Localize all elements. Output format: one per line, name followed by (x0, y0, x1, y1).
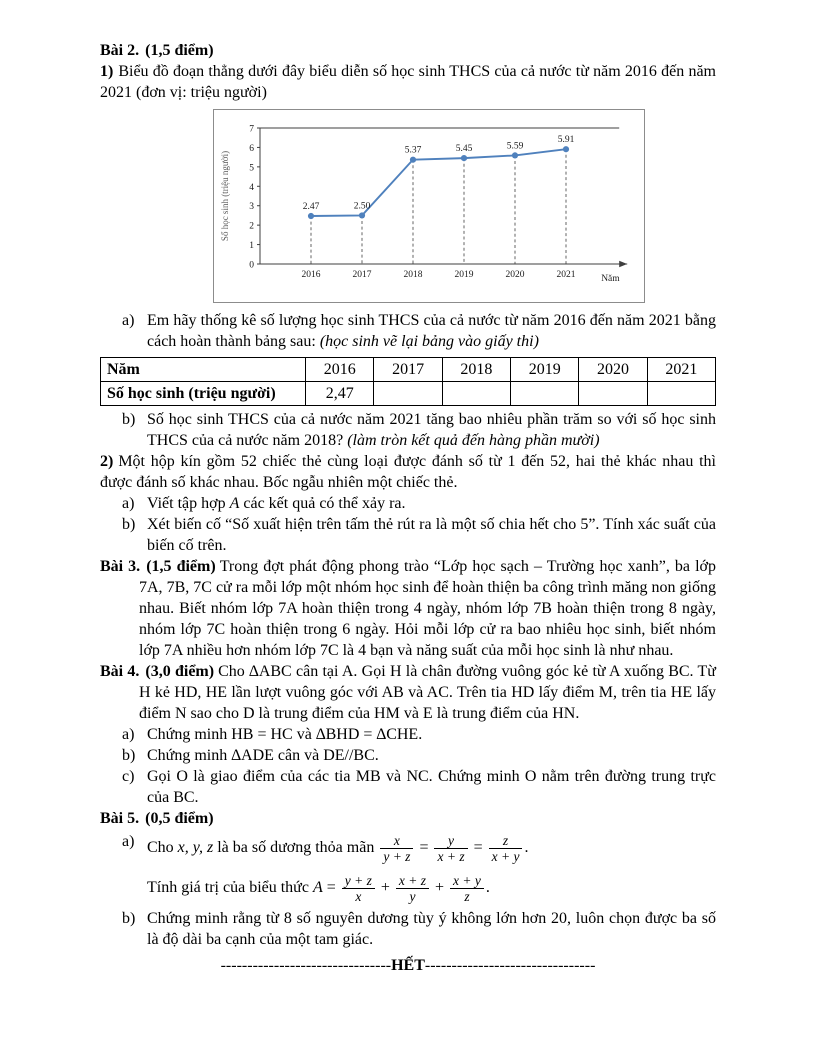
item-text: Chứng minh rằng từ 8 số nguyên dương tùy ý không lớn hơn 20, luôn chọn được ba số là độ dài ba cạnh của một tam giác. (147, 910, 716, 948)
table-cell-year: 2021 (647, 358, 715, 382)
svg-text:3: 3 (249, 202, 254, 213)
bai5-title: Bài 5. (100, 810, 140, 827)
bai3-points: (1,5 điểm) (146, 558, 216, 575)
fraction-denominator: x (342, 888, 375, 904)
fraction (434, 833, 467, 864)
bai2-item-b (122, 409, 716, 451)
svg-text:0: 0 (249, 260, 254, 271)
item-label: a) (122, 495, 135, 512)
item-body (147, 745, 716, 766)
part1-text: Biểu đồ đoạn thẳng dưới đây biểu diễn số học sinh THCS của cả nước từ năm 2016 đến năm 2021 (đơn vị: triệu người) (100, 63, 716, 101)
svg-text:2.50: 2.50 (353, 201, 371, 212)
fraction (396, 873, 429, 904)
item-text: Viết tập hợp (147, 495, 230, 512)
svg-text:7: 7 (249, 124, 254, 135)
svg-text:5.91: 5.91 (557, 135, 575, 146)
fraction-numerator: x + y (453, 873, 481, 888)
bai5-item-a (122, 831, 716, 866)
fraction-numerator: z (502, 833, 509, 848)
bai5-heading (100, 808, 716, 829)
svg-text:1: 1 (249, 241, 254, 252)
fraction-numerator: y (448, 833, 455, 848)
bai2-part1-paragraph (100, 61, 716, 103)
bai4-paragraph (100, 661, 716, 724)
svg-text:2020: 2020 (505, 270, 525, 280)
item-body (147, 493, 716, 514)
fraction (450, 873, 484, 904)
item-label: a) (122, 833, 135, 850)
fraction (380, 833, 413, 864)
bai2-points: (1,5 điểm) (145, 42, 214, 59)
item-text: Gọi O là giao điểm của các tia MB và NC. Chứng minh O nằm trên đường trung trực của BC. (147, 768, 716, 806)
statistics-table (100, 357, 716, 406)
table-cell-value (579, 382, 647, 406)
table-cell-value (511, 382, 579, 406)
bai2-part2-item-a (122, 493, 716, 514)
end-dashes-right: -------------------------------- (424, 957, 596, 974)
bai3-title: Bài 3. (100, 558, 141, 575)
bai4-text: Cho ∆ABC cân tại A. Gọi H là chân đường vuông góc kẻ từ A xuống BC. Từ H kẻ HD, HE lần lượt vuông góc với AB và AC. Trên tia HD lấy điểm M, trên tia HE lấy điểm N sao cho D là trung điểm của HM và E là trung điểm của HN. (139, 663, 716, 722)
item-a-note: (học sinh vẽ lại bảng vào giấy thi) (319, 333, 539, 350)
bai4-item-c (122, 766, 716, 808)
bai2-item-a (122, 310, 716, 352)
table-cell-value (442, 382, 510, 406)
item-text: Chứng minh ∆ADE cân và DE//BC. (147, 747, 379, 764)
table-cell-value (647, 382, 715, 406)
item-body (147, 831, 716, 866)
table-cell-year: 2016 (306, 358, 374, 382)
equals-sign: = (419, 839, 429, 857)
math-variables: x, y, z (177, 839, 214, 857)
svg-text:Năm: Năm (601, 274, 620, 284)
item-b-text: Số học sinh THCS của cả nước năm 2021 tăng bao nhiêu phần trăm so với số học sinh THCS của cả nước năm 2018? (147, 411, 716, 449)
end-label: HẾT (391, 957, 425, 974)
equals-sign: = (326, 879, 336, 897)
math-variable-A: A (312, 879, 323, 897)
item-body (147, 766, 716, 808)
svg-text:5.59: 5.59 (506, 141, 524, 152)
item-text: Cho (147, 839, 178, 857)
bai2-part2-item-b (122, 514, 716, 556)
end-line (100, 955, 716, 976)
bai4-title: Bài 4. (100, 663, 140, 680)
fraction-denominator: y + z (380, 848, 413, 864)
bai2-heading (100, 40, 716, 61)
bai5-expression-line (147, 871, 716, 906)
bai3-paragraph (100, 556, 716, 661)
table-header-row (101, 358, 716, 382)
item-label: b) (122, 516, 136, 533)
svg-text:2021: 2021 (556, 270, 576, 280)
svg-text:5: 5 (249, 163, 254, 174)
item-body (147, 409, 716, 451)
svg-text:2017: 2017 (352, 270, 372, 280)
fraction-denominator: x + z (434, 848, 467, 864)
svg-text:2018: 2018 (403, 270, 423, 280)
line-text: Tính giá trị của biểu thức (147, 879, 313, 897)
set-variable: A (229, 495, 240, 512)
table-cell-label: Số học sinh (triệu người) (101, 382, 306, 406)
table-cell-value (374, 382, 442, 406)
svg-text:5.37: 5.37 (404, 145, 422, 156)
part2-label: 2) (100, 453, 114, 470)
item-text: các kết quả có thể xảy ra. (239, 495, 406, 512)
fraction-denominator: x + y (489, 848, 523, 864)
bai4-points: (3,0 điểm) (145, 663, 215, 680)
period: . (524, 839, 529, 857)
table-cell-year: 2019 (511, 358, 579, 382)
table-data-row (101, 382, 716, 406)
bai5-points: (0,5 điểm) (145, 810, 214, 827)
svg-text:Số học sinh (triệu người): Số học sinh (triệu người) (220, 150, 230, 242)
bai4-item-b (122, 745, 716, 766)
table-cell-year: 2017 (374, 358, 442, 382)
item-label: b) (122, 411, 136, 428)
item-label: a) (122, 312, 135, 329)
svg-text:2016: 2016 (301, 270, 321, 280)
fraction (489, 833, 523, 864)
fraction (342, 873, 375, 904)
item-label: b) (122, 910, 136, 927)
svg-text:2.47: 2.47 (302, 202, 320, 213)
item-b-note: (làm tròn kết quả đến hàng phần mười) (347, 432, 600, 449)
table-cell-nam: Năm (101, 358, 306, 382)
item-body (147, 310, 716, 352)
item-a-text: Em hãy thống kê số lượng học sinh THCS của cả nước từ năm 2016 đến năm 2021 bằng cách hoàn thành bảng sau: (147, 312, 716, 350)
item-text: là ba số dương thỏa mãn (213, 839, 379, 857)
plus-sign: + (435, 879, 445, 897)
plus-sign: + (380, 879, 390, 897)
table-cell-value: 2,47 (306, 382, 374, 406)
end-dashes-left: -------------------------------- (220, 957, 392, 974)
svg-text:5.45: 5.45 (455, 144, 473, 155)
bai2-part2-paragraph (100, 451, 716, 493)
svg-text:2019: 2019 (454, 270, 474, 280)
bai5-item-b (122, 908, 716, 950)
item-body (147, 908, 716, 950)
item-text: Chứng minh HB = HC và ∆BHD = ∆CHE. (147, 726, 423, 743)
fraction-denominator: z (450, 888, 484, 904)
table-cell-year: 2018 (442, 358, 510, 382)
part1-label: 1) (100, 63, 114, 80)
svg-text:2: 2 (249, 221, 254, 232)
part2-text: Một hộp kín gồm 52 chiếc thẻ cùng loại được đánh số từ 1 đến 52, hai thẻ khác nhau thì được đánh số khác nhau. Bốc ngẫu nhiên một chiếc thẻ. (100, 453, 716, 491)
fraction-numerator: x + z (398, 873, 427, 888)
table-cell-year: 2020 (579, 358, 647, 382)
item-text: Xét biến cố “Số xuất hiện trên tấm thẻ rút ra là một số chia hết cho 5”. Tính xác suất của biến cố trên. (147, 516, 716, 554)
line-chart (216, 118, 636, 292)
item-body (147, 514, 716, 556)
bai2-title: Bài 2. (100, 42, 140, 59)
item-label: c) (122, 768, 135, 785)
svg-text:6: 6 (249, 143, 254, 154)
item-label: a) (122, 726, 135, 743)
fraction-denominator: y (396, 888, 429, 904)
fraction-numerator: y + z (344, 873, 372, 888)
item-label: b) (122, 747, 136, 764)
equals-sign: = (473, 839, 483, 857)
bai4-item-a (122, 724, 716, 745)
svg-text:4: 4 (249, 182, 254, 193)
period: . (485, 879, 490, 897)
item-body (147, 724, 716, 745)
chart-box (213, 109, 645, 303)
bai3-text: Trong đợt phát động phong trào “Lớp học sạch – Trường học xanh”, ba lớp 7A, 7B, 7C cử ra mỗi lớp một nhóm học sinh để hoàn thiện ba công trình măng non giống nhau. Biết nhóm lớp 7A hoàn thiện trong 4 ngày, nhóm lớp 7B hoàn thiện trong 8 ngày, nhóm lớp 7C hoàn thiện trong 6 ngày. Hỏi mỗi lớp cử ra bao nhiêu học sinh, biết nhóm lớp 7A nhiều hơn nhóm lớp 7C là 4 bạn và năng suất của mỗi học sinh là như nhau. (139, 558, 716, 659)
fraction-numerator: x (393, 833, 400, 848)
